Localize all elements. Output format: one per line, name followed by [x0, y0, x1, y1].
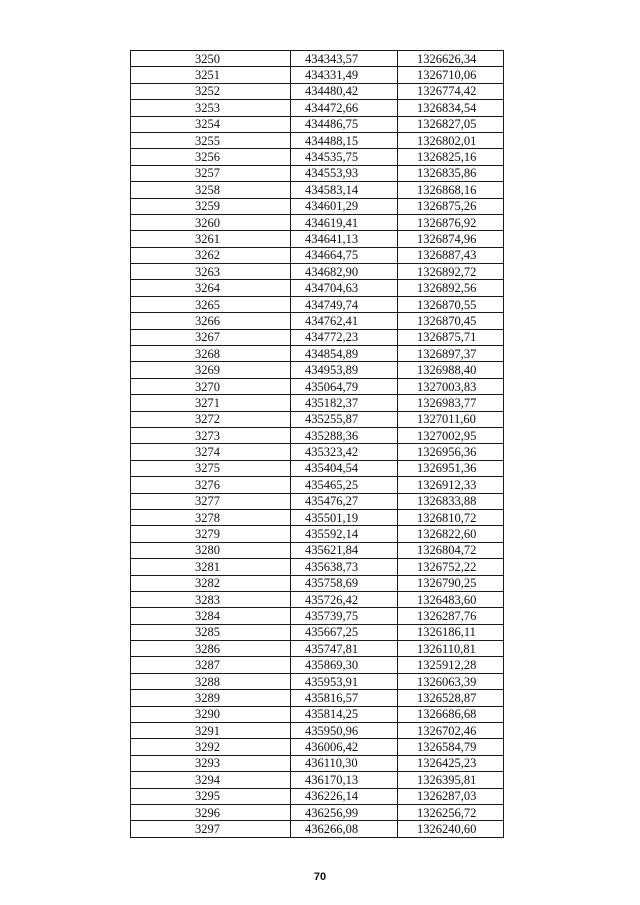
y-coordinate-cell: 1326528,87 — [398, 690, 504, 706]
point-number-cell: 3283 — [131, 591, 291, 607]
x-coordinate-cell: 435182,37 — [291, 395, 398, 411]
x-coordinate-cell: 435816,57 — [291, 690, 398, 706]
table-row — [131, 526, 504, 542]
table-row — [131, 165, 504, 181]
table-row — [131, 559, 504, 575]
x-coordinate-cell: 435064,79 — [291, 378, 398, 394]
y-coordinate-cell: 1326752,22 — [398, 559, 504, 575]
y-coordinate-cell: 1326063,39 — [398, 673, 504, 689]
point-number-cell: 3279 — [131, 526, 291, 542]
table-row — [131, 477, 504, 493]
y-coordinate-cell: 1326425,23 — [398, 755, 504, 771]
point-number-cell: 3265 — [131, 296, 291, 312]
x-coordinate-cell: 435255,87 — [291, 411, 398, 427]
table-row — [131, 641, 504, 657]
table-row — [131, 460, 504, 476]
point-number-cell: 3276 — [131, 477, 291, 493]
point-number-cell: 3291 — [131, 723, 291, 739]
x-coordinate-cell: 435638,73 — [291, 559, 398, 575]
point-number-cell: 3258 — [131, 182, 291, 198]
point-number-cell: 3269 — [131, 362, 291, 378]
point-number-cell: 3280 — [131, 542, 291, 558]
x-coordinate-cell: 434664,75 — [291, 247, 398, 263]
x-coordinate-cell: 435953,91 — [291, 673, 398, 689]
x-coordinate-cell: 435758,69 — [291, 575, 398, 591]
y-coordinate-cell: 1326827,05 — [398, 116, 504, 132]
x-coordinate-cell: 435950,96 — [291, 723, 398, 739]
point-number-cell: 3260 — [131, 214, 291, 230]
x-coordinate-cell: 436256,99 — [291, 804, 398, 820]
table-row — [131, 100, 504, 116]
y-coordinate-cell: 1326870,45 — [398, 313, 504, 329]
y-coordinate-cell: 1326702,46 — [398, 723, 504, 739]
table-row — [131, 788, 504, 804]
point-number-cell: 3297 — [131, 821, 291, 837]
table-row — [131, 772, 504, 788]
table-row — [131, 493, 504, 509]
y-coordinate-cell: 1326951,36 — [398, 460, 504, 476]
x-coordinate-cell: 434953,89 — [291, 362, 398, 378]
table-row — [131, 690, 504, 706]
point-number-cell: 3268 — [131, 346, 291, 362]
table-row — [131, 231, 504, 247]
x-coordinate-cell: 434331,49 — [291, 67, 398, 83]
point-number-cell: 3267 — [131, 329, 291, 345]
point-number-cell: 3256 — [131, 149, 291, 165]
table-row — [131, 280, 504, 296]
table-row — [131, 575, 504, 591]
y-coordinate-cell: 1326825,16 — [398, 149, 504, 165]
table-row — [131, 542, 504, 558]
table-row — [131, 755, 504, 771]
point-number-cell: 3286 — [131, 641, 291, 657]
x-coordinate-cell: 434749,74 — [291, 296, 398, 312]
point-number-cell: 3252 — [131, 83, 291, 99]
y-coordinate-cell: 1326897,37 — [398, 346, 504, 362]
x-coordinate-cell: 435814,25 — [291, 706, 398, 722]
point-number-cell: 3289 — [131, 690, 291, 706]
point-number-cell: 3288 — [131, 673, 291, 689]
table-row — [131, 313, 504, 329]
x-coordinate-cell: 434854,89 — [291, 346, 398, 362]
point-number-cell: 3251 — [131, 67, 291, 83]
table-row — [131, 149, 504, 165]
y-coordinate-cell: 1326876,92 — [398, 214, 504, 230]
y-coordinate-cell: 1326686,68 — [398, 706, 504, 722]
point-number-cell: 3253 — [131, 100, 291, 116]
x-coordinate-cell: 434583,14 — [291, 182, 398, 198]
table-row — [131, 182, 504, 198]
y-coordinate-cell: 1325912,28 — [398, 657, 504, 673]
y-coordinate-cell: 1326822,60 — [398, 526, 504, 542]
x-coordinate-cell: 435476,27 — [291, 493, 398, 509]
x-coordinate-cell: 436110,30 — [291, 755, 398, 771]
point-number-cell: 3275 — [131, 460, 291, 476]
y-coordinate-cell: 1326256,72 — [398, 804, 504, 820]
y-coordinate-cell: 1326983,77 — [398, 395, 504, 411]
x-coordinate-cell: 434488,15 — [291, 132, 398, 148]
y-coordinate-cell: 1326790,25 — [398, 575, 504, 591]
x-coordinate-cell: 435726,42 — [291, 591, 398, 607]
y-coordinate-cell: 1326802,01 — [398, 132, 504, 148]
y-coordinate-cell: 1326287,76 — [398, 608, 504, 624]
point-number-cell: 3287 — [131, 657, 291, 673]
table-row — [131, 51, 504, 67]
x-coordinate-cell: 434480,42 — [291, 83, 398, 99]
point-number-cell: 3254 — [131, 116, 291, 132]
x-coordinate-cell: 435747,81 — [291, 641, 398, 657]
table-row — [131, 198, 504, 214]
x-coordinate-cell: 435869,30 — [291, 657, 398, 673]
point-number-cell: 3290 — [131, 706, 291, 722]
point-number-cell: 3281 — [131, 559, 291, 575]
y-coordinate-cell: 1326835,86 — [398, 165, 504, 181]
y-coordinate-cell: 1326833,88 — [398, 493, 504, 509]
point-number-cell: 3250 — [131, 51, 291, 67]
y-coordinate-cell: 1326892,56 — [398, 280, 504, 296]
y-coordinate-cell: 1326875,71 — [398, 329, 504, 345]
y-coordinate-cell: 1326110,81 — [398, 641, 504, 657]
x-coordinate-cell: 435288,36 — [291, 427, 398, 443]
point-number-cell: 3292 — [131, 739, 291, 755]
y-coordinate-cell: 1326875,26 — [398, 198, 504, 214]
point-number-cell: 3294 — [131, 772, 291, 788]
x-coordinate-cell: 436266,08 — [291, 821, 398, 837]
table-row — [131, 673, 504, 689]
table-row — [131, 657, 504, 673]
point-number-cell: 3259 — [131, 198, 291, 214]
table-row — [131, 411, 504, 427]
table-row — [131, 591, 504, 607]
y-coordinate-cell: 1327011,60 — [398, 411, 504, 427]
x-coordinate-cell: 434704,63 — [291, 280, 398, 296]
x-coordinate-cell: 435739,75 — [291, 608, 398, 624]
table-row — [131, 706, 504, 722]
y-coordinate-cell: 1326810,72 — [398, 509, 504, 525]
point-number-cell: 3274 — [131, 444, 291, 460]
y-coordinate-cell: 1326912,33 — [398, 477, 504, 493]
point-number-cell: 3296 — [131, 804, 291, 820]
y-coordinate-cell: 1326287,03 — [398, 788, 504, 804]
table-row — [131, 723, 504, 739]
table-row — [131, 132, 504, 148]
x-coordinate-cell: 434553,93 — [291, 165, 398, 181]
point-number-cell: 3261 — [131, 231, 291, 247]
table-row — [131, 378, 504, 394]
point-number-cell: 3282 — [131, 575, 291, 591]
x-coordinate-cell: 434682,90 — [291, 264, 398, 280]
point-number-cell: 3270 — [131, 378, 291, 394]
y-coordinate-cell: 1326395,81 — [398, 772, 504, 788]
x-coordinate-cell: 436006,42 — [291, 739, 398, 755]
x-coordinate-cell: 434772,23 — [291, 329, 398, 345]
table-row — [131, 264, 504, 280]
table-row — [131, 427, 504, 443]
y-coordinate-cell: 1326956,36 — [398, 444, 504, 460]
x-coordinate-cell: 434472,66 — [291, 100, 398, 116]
table-row — [131, 821, 504, 837]
y-coordinate-cell: 1326584,79 — [398, 739, 504, 755]
point-number-cell: 3272 — [131, 411, 291, 427]
point-number-cell: 3264 — [131, 280, 291, 296]
point-number-cell: 3257 — [131, 165, 291, 181]
y-coordinate-cell: 1327002,95 — [398, 427, 504, 443]
y-coordinate-cell: 1326626,34 — [398, 51, 504, 67]
x-coordinate-cell: 435501,19 — [291, 509, 398, 525]
table-row — [131, 509, 504, 525]
y-coordinate-cell: 1326804,72 — [398, 542, 504, 558]
table-row — [131, 624, 504, 640]
y-coordinate-cell: 1326868,16 — [398, 182, 504, 198]
point-number-cell: 3266 — [131, 313, 291, 329]
x-coordinate-cell: 434535,75 — [291, 149, 398, 165]
x-coordinate-cell: 435323,42 — [291, 444, 398, 460]
x-coordinate-cell: 435404,54 — [291, 460, 398, 476]
y-coordinate-cell: 1326483,60 — [398, 591, 504, 607]
table-row — [131, 67, 504, 83]
y-coordinate-cell: 1326774,42 — [398, 83, 504, 99]
x-coordinate-cell: 435621,84 — [291, 542, 398, 558]
x-coordinate-cell: 436170,13 — [291, 772, 398, 788]
x-coordinate-cell: 434762,41 — [291, 313, 398, 329]
page-number: 70 — [313, 871, 327, 883]
point-number-cell: 3262 — [131, 247, 291, 263]
point-number-cell: 3271 — [131, 395, 291, 411]
x-coordinate-cell: 435592,14 — [291, 526, 398, 542]
table-row — [131, 346, 504, 362]
x-coordinate-cell: 434601,29 — [291, 198, 398, 214]
table-row — [131, 214, 504, 230]
y-coordinate-cell: 1326710,06 — [398, 67, 504, 83]
table-row — [131, 739, 504, 755]
x-coordinate-cell: 434486,75 — [291, 116, 398, 132]
table-row — [131, 362, 504, 378]
y-coordinate-cell: 1327003,83 — [398, 378, 504, 394]
point-number-cell: 3293 — [131, 755, 291, 771]
y-coordinate-cell: 1326186,11 — [398, 624, 504, 640]
y-coordinate-cell: 1326240,60 — [398, 821, 504, 837]
x-coordinate-cell: 435667,25 — [291, 624, 398, 640]
y-coordinate-cell: 1326887,43 — [398, 247, 504, 263]
y-coordinate-cell: 1326892,72 — [398, 264, 504, 280]
y-coordinate-cell: 1326834,54 — [398, 100, 504, 116]
x-coordinate-cell: 435465,25 — [291, 477, 398, 493]
table-row — [131, 296, 504, 312]
table-row — [131, 247, 504, 263]
point-number-cell: 3285 — [131, 624, 291, 640]
coordinates-table — [130, 50, 504, 838]
point-number-cell: 3284 — [131, 608, 291, 624]
table-row — [131, 395, 504, 411]
point-number-cell: 3273 — [131, 427, 291, 443]
table-row — [131, 608, 504, 624]
point-number-cell: 3278 — [131, 509, 291, 525]
x-coordinate-cell: 434641,13 — [291, 231, 398, 247]
x-coordinate-cell: 436226,14 — [291, 788, 398, 804]
point-number-cell: 3263 — [131, 264, 291, 280]
table-row — [131, 329, 504, 345]
coordinates-table-body — [131, 51, 504, 838]
point-number-cell: 3295 — [131, 788, 291, 804]
point-number-cell: 3255 — [131, 132, 291, 148]
table-row — [131, 804, 504, 820]
table-row — [131, 116, 504, 132]
table-row — [131, 444, 504, 460]
y-coordinate-cell: 1326988,40 — [398, 362, 504, 378]
table-row — [131, 83, 504, 99]
point-number-cell: 3277 — [131, 493, 291, 509]
y-coordinate-cell: 1326870,55 — [398, 296, 504, 312]
x-coordinate-cell: 434619,41 — [291, 214, 398, 230]
x-coordinate-cell: 434343,57 — [291, 51, 398, 67]
y-coordinate-cell: 1326874,96 — [398, 231, 504, 247]
